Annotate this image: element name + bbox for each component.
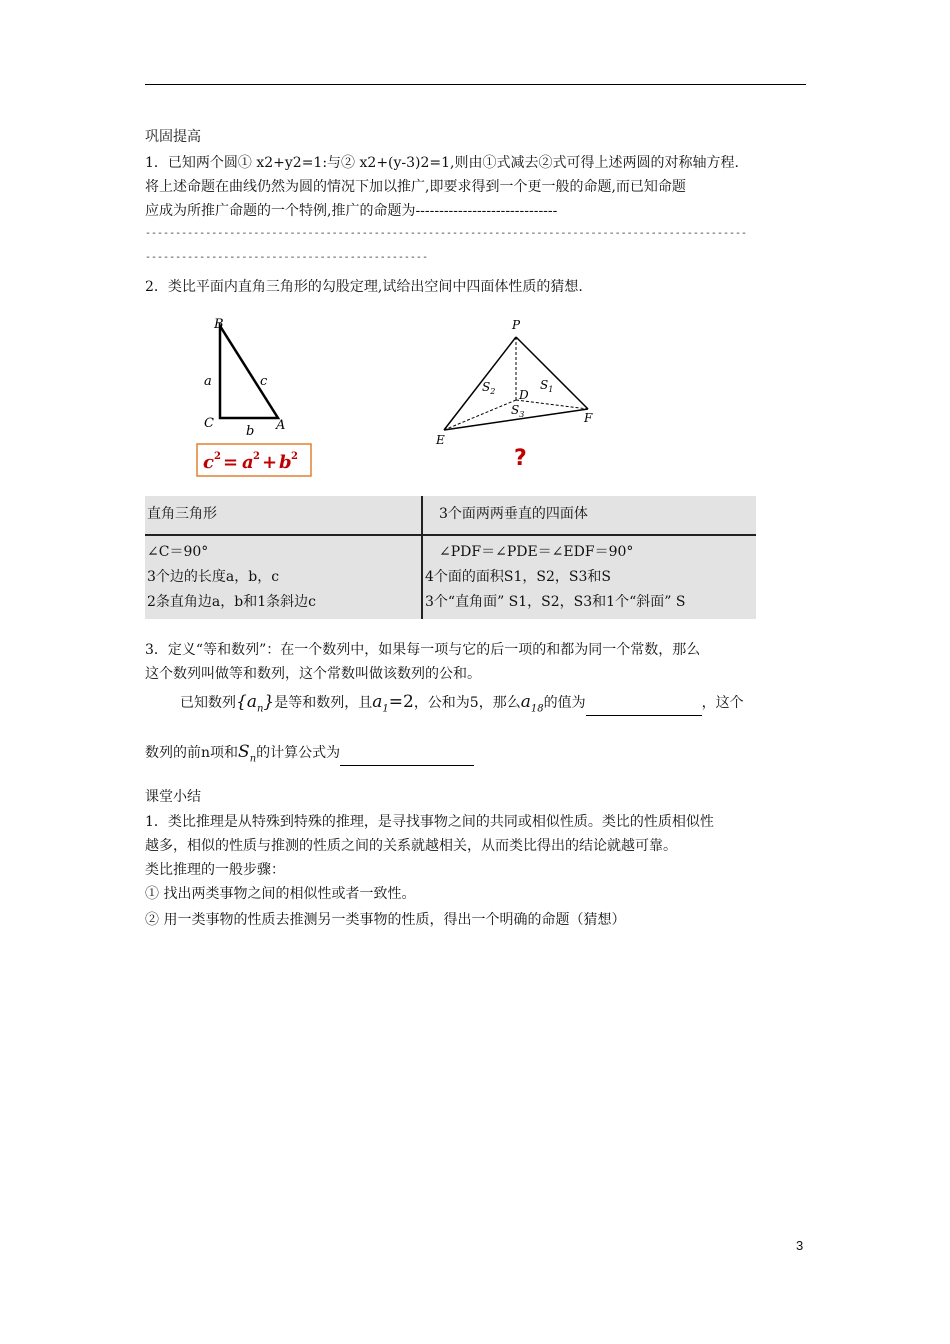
summary-step-2: ② 用一类事物的性质去推测另一类事物的性质，得出一个明确的命题（猜想）: [145, 912, 626, 928]
comparison-table: [145, 496, 756, 619]
table-body-right: [422, 535, 756, 619]
table-left-row: 3个边的长度a，b，c: [147, 569, 280, 585]
table-right-row: 3个“直角面” S1，S2，S3和1个“斜面” S: [425, 594, 686, 610]
answer-dash-line-2: -----------------------------------------------: [145, 252, 428, 263]
table-right-row: ∠PDF＝∠PDE＝∠EDF＝90°: [439, 544, 634, 560]
summary-step-1: ① 找出两类事物之间的相似性或者一致性。: [145, 886, 416, 902]
problem-3-line-2: 这个数列叫做等和数列，这个常数叫做该数列的公和。: [145, 666, 481, 682]
label-P: P: [512, 318, 521, 332]
right-triangle-figure: [190, 312, 330, 482]
section-title-consolidate: 巩固提高: [145, 129, 201, 145]
answer-blank-a18: [586, 691, 702, 716]
label-B: B: [214, 317, 224, 332]
table-body-left: [145, 535, 422, 619]
problem-3-line-3: 已知数列$\{a_n\}$是等和数列，且$a_1=2$，公和为5，那么$a_{18}$的值为 ，这个: [180, 692, 744, 715]
triangle-shape: [220, 326, 278, 418]
svg-text:b: b: [279, 452, 292, 473]
svg-text:+: +: [262, 452, 278, 473]
label-a: a: [204, 374, 212, 389]
table-header-left: 直角三角形: [145, 496, 422, 535]
svg-text:2: 2: [253, 451, 260, 462]
label-S1: $S_1$: [540, 378, 554, 394]
svg-text:2: 2: [291, 451, 298, 462]
svg-text:=: =: [223, 452, 239, 473]
problem-3-line-4: 数列的前n项和$S_n$的计算公式为: [145, 740, 474, 771]
table-header-right: 3个面两两垂直的四面体: [422, 496, 756, 535]
table-right-row: 4个面的面积S1，S2，S3和S: [425, 569, 611, 585]
svg-text:a: a: [242, 452, 254, 473]
table-left-row: 2条直角边a，b和1条斜边c: [147, 594, 316, 610]
summary-line-1: 1．类比推理是从特殊到特殊的推理，是寻找事物之间的共同或相似性质。类比的性质相似性: [145, 814, 714, 830]
label-F: F: [584, 411, 593, 425]
table-left-row: ∠C＝90°: [147, 544, 209, 560]
label-E: E: [436, 433, 445, 447]
label-c: c: [260, 374, 268, 389]
question-mark: ?: [514, 446, 527, 471]
problem-1-line-1: 1．已知两个圆① x2+y2=1:与② x2+(y-3)2=1,则由①式减去②式可得上述两圆的对称轴方程.: [145, 155, 739, 171]
answer-blank-sn: [340, 741, 474, 766]
problem-2: 2．类比平面内直角三角形的勾股定理,试给出空间中四面体性质的猜想.: [145, 279, 583, 295]
tetrahedron-figure: [430, 312, 620, 472]
problem-3-line-1: 3．定义“等和数列”：在一个数列中，如果每一项与它的后一项的和都为同一个常数，那么: [145, 642, 701, 658]
answer-dash-line-1: ----------------------------------------------------------------------------------------------------: [145, 228, 748, 239]
label-C: C: [204, 416, 214, 431]
label-b: b: [246, 424, 255, 439]
page-number: 3: [796, 1238, 804, 1253]
summary-line-2: 越多，相似的性质与推测的性质之间的关系就越相关，从而类比得出的结论就越可靠。: [145, 838, 677, 854]
svg-text:c: c: [203, 452, 214, 473]
problem-1-line-3: 应成为所推广命题的一个特例,推广的命题为------------------------------: [145, 203, 558, 219]
svg-text:2: 2: [214, 451, 221, 462]
problem-1-line-2: 将上述命题在曲线仍然为圆的情况下加以推广,即要求得到一个更一般的命题,而已知命题: [145, 179, 686, 195]
label-S3: $S_3$: [511, 403, 525, 419]
header-rule: [145, 84, 806, 85]
section-title-summary: 课堂小结: [145, 789, 201, 805]
summary-line-3: 类比推理的一般步骤：: [145, 862, 285, 878]
label-D: D: [519, 388, 529, 402]
label-S2: $S_2$: [482, 380, 496, 396]
label-A: A: [276, 418, 286, 433]
